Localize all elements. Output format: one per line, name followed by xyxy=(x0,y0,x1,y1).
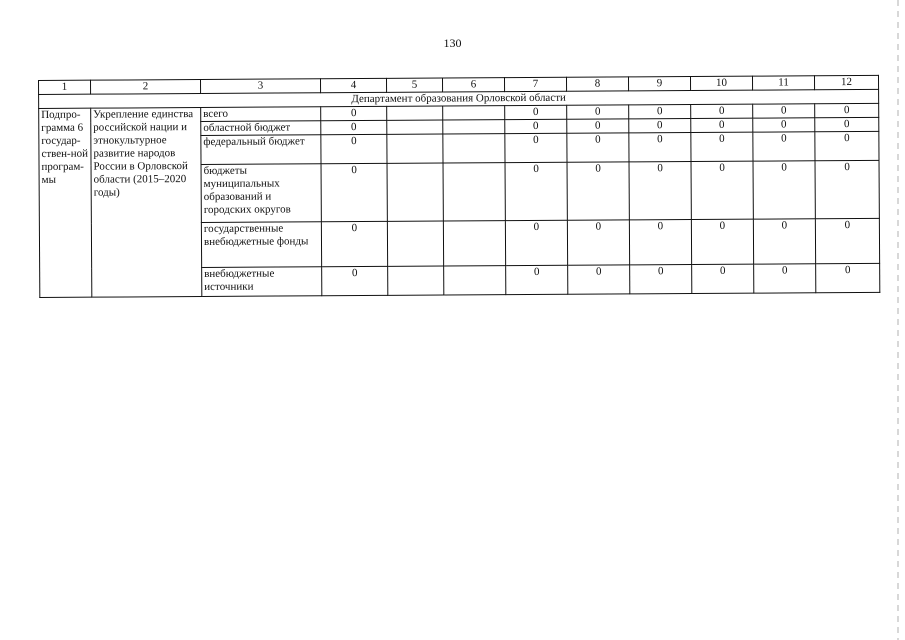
value-cell: 0 xyxy=(629,162,691,220)
value-cell xyxy=(387,163,443,221)
value-cell: 0 xyxy=(629,105,691,119)
scan-edge-artifact xyxy=(897,0,899,640)
value-cell: 0 xyxy=(692,264,754,293)
value-cell xyxy=(387,134,443,163)
value-cell: 0 xyxy=(691,161,753,219)
column-number-5: 5 xyxy=(386,78,442,92)
value-cell: 0 xyxy=(691,132,753,161)
value-cell: 0 xyxy=(321,163,387,221)
value-cell: 0 xyxy=(815,117,879,131)
funding-source-cell: всего xyxy=(201,107,321,122)
value-cell: 0 xyxy=(815,218,879,263)
value-cell xyxy=(387,106,443,120)
value-cell: 0 xyxy=(815,131,879,160)
value-cell: 0 xyxy=(321,134,387,163)
value-cell: 0 xyxy=(567,162,629,220)
value-cell: 0 xyxy=(568,265,630,294)
value-cell: 0 xyxy=(321,221,387,266)
funding-source-cell: областной бюджет xyxy=(201,121,321,136)
value-cell: 0 xyxy=(629,133,691,162)
value-cell: 0 xyxy=(816,263,880,292)
value-cell: 0 xyxy=(505,220,567,265)
value-cell: 0 xyxy=(505,105,567,119)
value-cell: 0 xyxy=(567,105,629,119)
value-cell: 0 xyxy=(691,104,753,118)
column-number-4: 4 xyxy=(320,78,386,92)
value-cell: 0 xyxy=(506,265,568,294)
value-cell xyxy=(443,120,505,134)
value-cell: 0 xyxy=(691,118,753,132)
value-cell xyxy=(388,266,444,295)
value-cell: 0 xyxy=(567,119,629,133)
department-name: Департамент образования Орловской области xyxy=(39,89,879,108)
funding-source-cell: бюджеты муниципальных образований и городских округов xyxy=(201,164,321,223)
column-number-8: 8 xyxy=(566,77,628,91)
value-cell: 0 xyxy=(753,104,815,118)
value-cell: 0 xyxy=(753,132,815,161)
page-number: 130 xyxy=(443,36,462,50)
column-number-10: 10 xyxy=(690,76,752,90)
funding-source-cell: внебюджетные источники xyxy=(202,267,322,297)
value-cell: 0 xyxy=(753,161,815,219)
column-number-12: 12 xyxy=(814,75,878,89)
value-cell: 0 xyxy=(321,120,387,134)
column-number-6: 6 xyxy=(442,78,504,92)
program-type-cell: Подпро-грамма 6 государ-ствен-ной програм-мы xyxy=(39,108,92,297)
value-cell xyxy=(443,221,505,266)
program-name-cell: Укрепление единства российской нации и этнокультурное развитие народов России в Орловской области (2015–2020 годы) xyxy=(91,108,202,298)
value-cell: 0 xyxy=(629,220,691,265)
value-cell: 0 xyxy=(322,266,388,295)
value-cell: 0 xyxy=(815,160,879,218)
value-cell: 0 xyxy=(505,162,567,220)
value-cell: 0 xyxy=(567,220,629,265)
funding-source-cell: государственные внебюджетные фонды xyxy=(201,222,321,268)
value-cell: 0 xyxy=(505,133,567,162)
value-cell xyxy=(387,221,443,266)
value-cell: 0 xyxy=(691,219,753,264)
funding-source-cell: федеральный бюджет xyxy=(201,135,321,165)
column-number-7: 7 xyxy=(504,77,566,91)
value-cell: 0 xyxy=(753,118,815,132)
column-number-1: 1 xyxy=(39,80,91,94)
value-cell xyxy=(443,163,505,221)
column-number-3: 3 xyxy=(201,79,321,94)
value-cell: 0 xyxy=(815,103,879,117)
value-cell: 0 xyxy=(630,265,692,294)
value-cell: 0 xyxy=(753,219,815,264)
value-cell: 0 xyxy=(629,119,691,133)
budget-table xyxy=(38,75,880,298)
value-cell: 0 xyxy=(754,264,816,293)
value-cell: 0 xyxy=(321,106,387,120)
value-cell xyxy=(443,106,505,120)
column-number-2: 2 xyxy=(91,80,201,95)
column-number-9: 9 xyxy=(628,77,690,91)
column-number-11: 11 xyxy=(752,76,814,90)
value-cell xyxy=(387,120,443,134)
value-cell xyxy=(443,134,505,163)
value-cell: 0 xyxy=(505,119,567,133)
value-cell xyxy=(444,266,506,295)
value-cell: 0 xyxy=(567,133,629,162)
